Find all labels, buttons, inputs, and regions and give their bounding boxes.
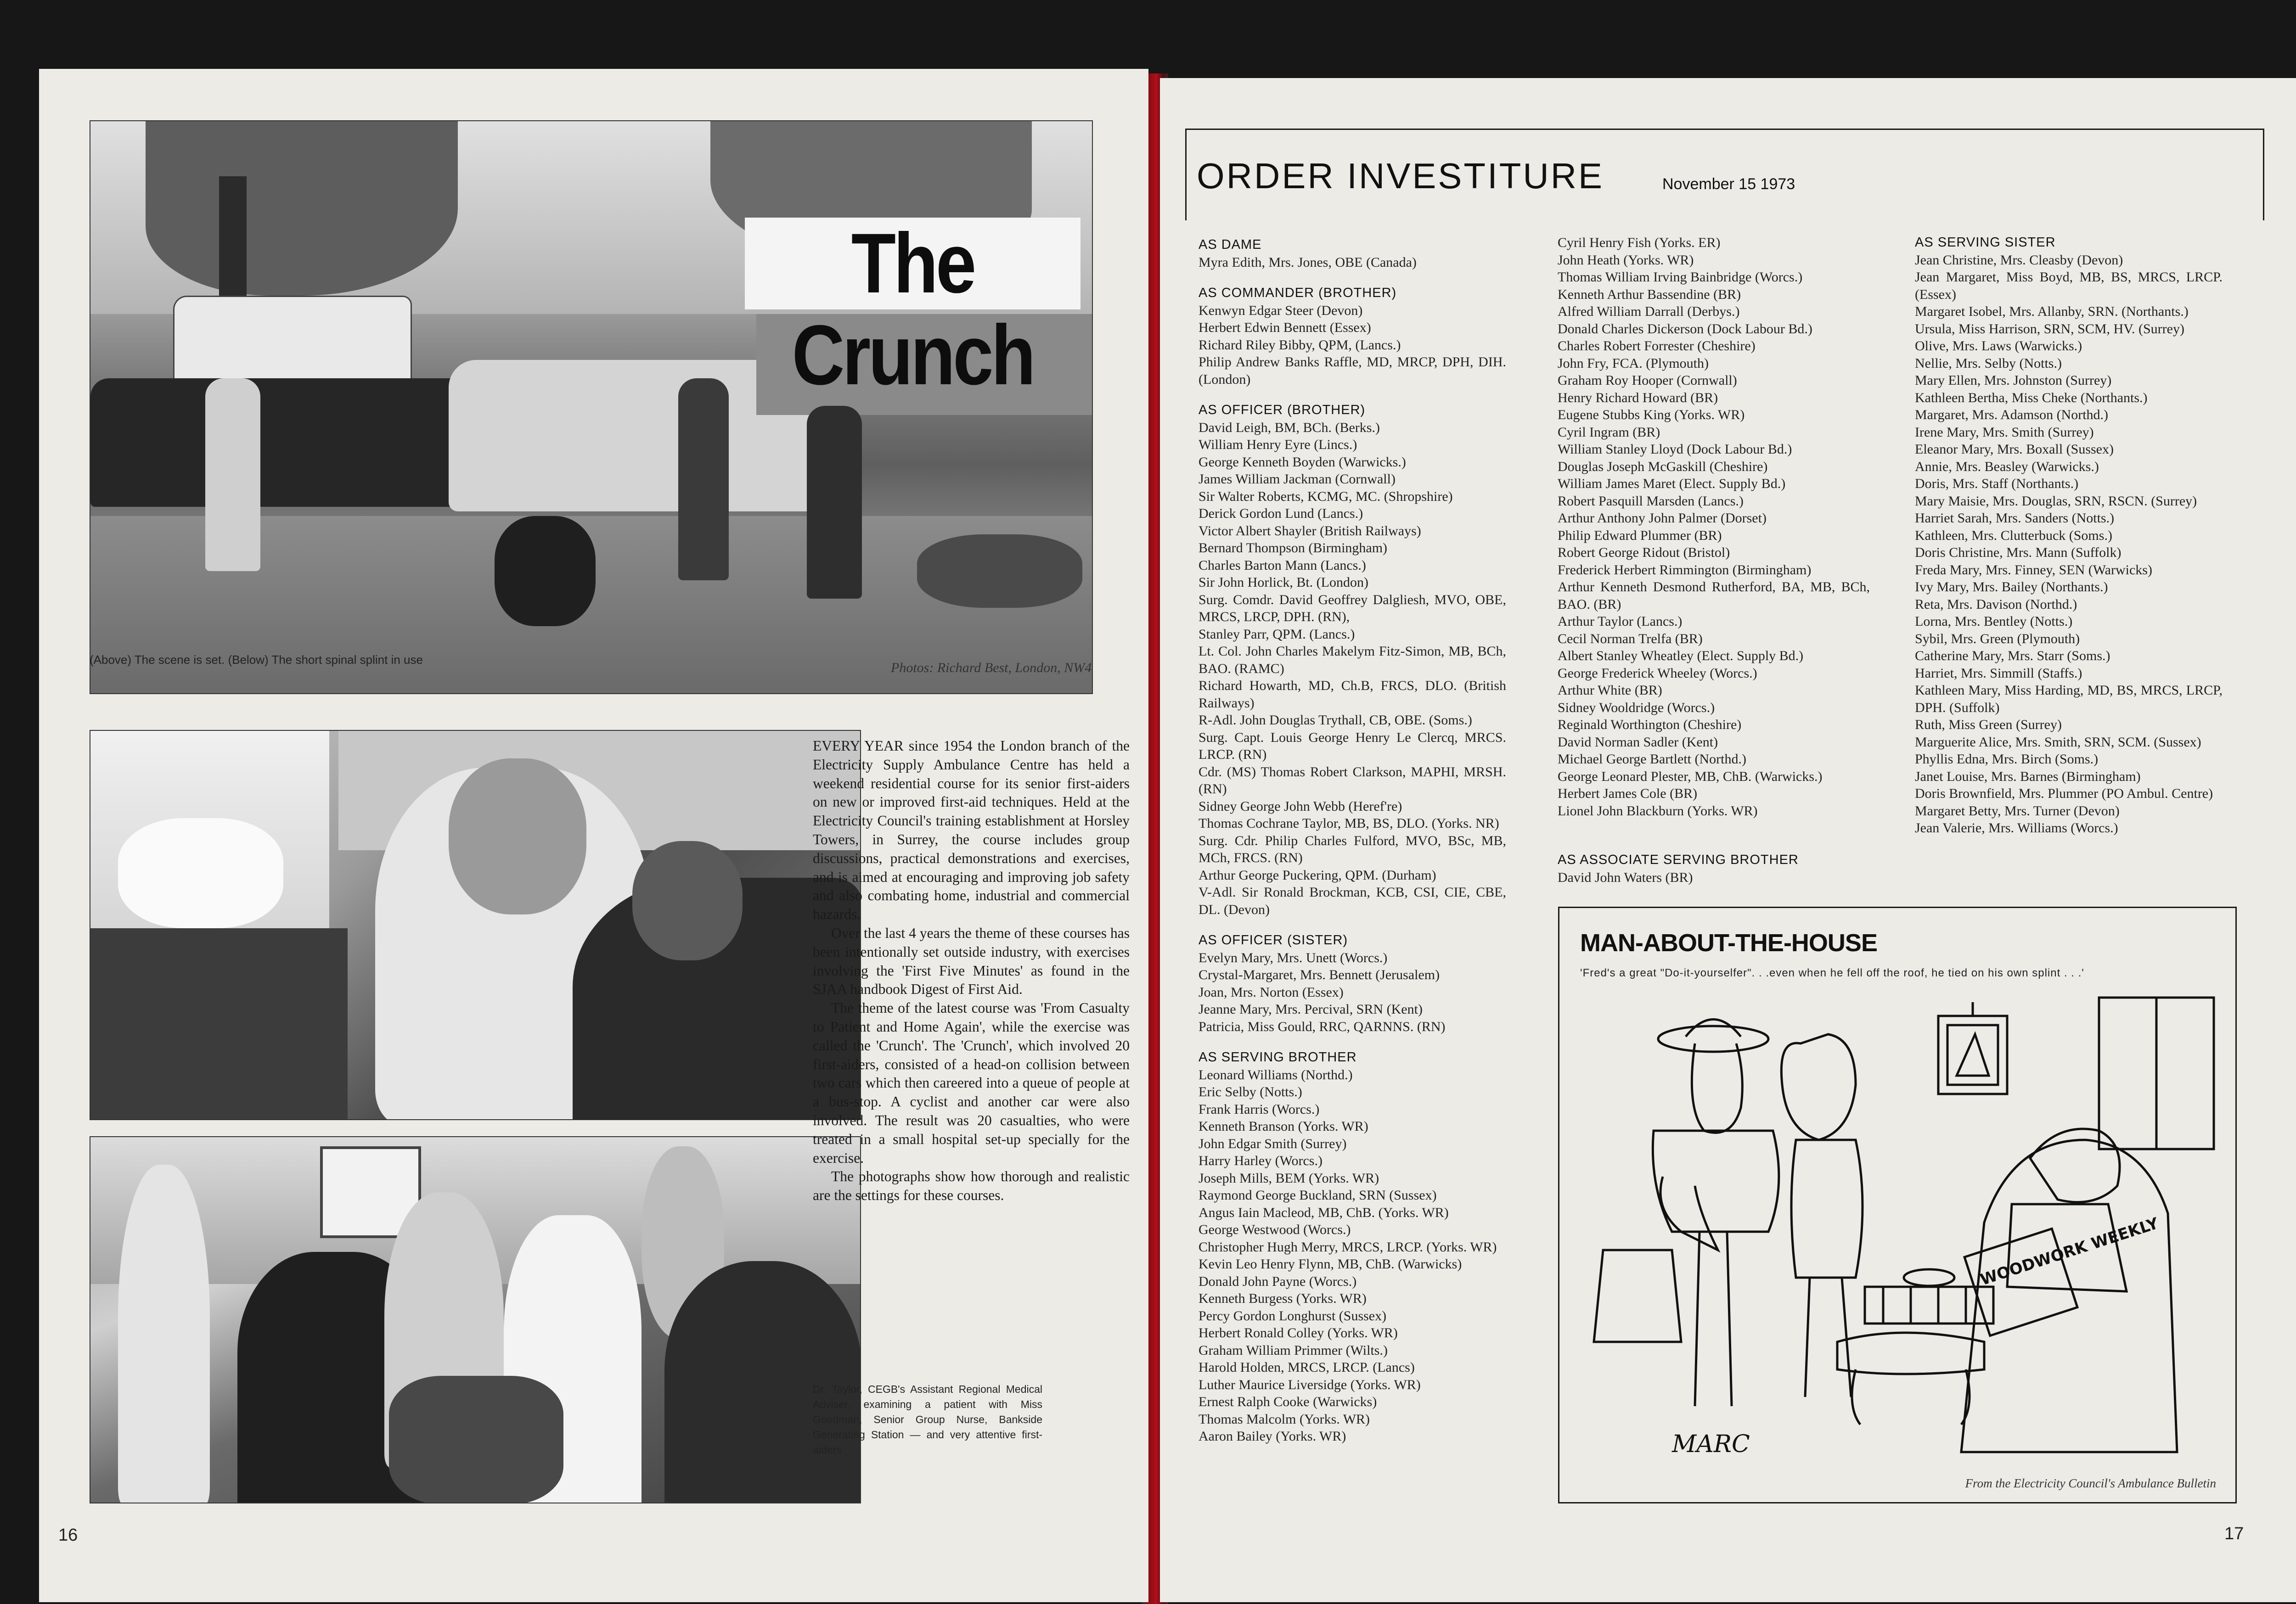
honours-entry: Philip Edward Plummer (BR) [1558,527,1722,543]
honours-entry: Donald Charles Dickerson (Dock Labour Bd.) [1558,321,1812,337]
honours-entry: Charles Barton Mann (Lancs.) [1199,557,1366,573]
honours-entry: Surg. Comdr. David Geoffrey Dalgliesh, MVO, OBE, MRCS, LRCP, DPH. (RN), [1199,592,1506,624]
honours-entry: Leonard Williams (Northd.) [1199,1067,1353,1082]
honours-entry: Crystal-Margaret, Mrs. Bennett (Jerusalem) [1199,967,1440,982]
honours-entry: Bernard Thompson (Birmingham) [1199,540,1388,555]
honours-entry: Reta, Mrs. Davison (Northd.) [1915,596,2077,612]
handbag [1660,1177,1718,1250]
honours-entry: Angus Iain Macleod, MB, ChB. (Yorks. WR) [1199,1205,1449,1220]
honours-entry: Donald John Payne (Worcs.) [1199,1273,1357,1289]
magazine-title: WOODWORK WEEKLY [1978,1214,2161,1290]
honours-entry: Kevin Leo Henry Flynn, MB, ChB. (Warwicks) [1199,1256,1462,1272]
honours-entry: Janet Louise, Mrs. Barnes (Birmingham) [1915,768,2141,784]
page-number-left: 16 [58,1525,78,1545]
honours-entry: Frank Harris (Worcs.) [1199,1101,1320,1117]
honours-entry: Mary Ellen, Mrs. Johnston (Surrey) [1915,373,2112,388]
honours-entry: Kenwyn Edgar Steer (Devon) [1199,303,1363,318]
honours-entry: Sidney Wooldridge (Worcs.) [1558,700,1715,715]
honours-entry: Eleanor Mary, Mrs. Boxall (Sussex) [1915,442,2114,457]
honours-section-heading: AS SERVING BROTHER [1199,1050,1357,1065]
cartoon-credit: From the Electricity Council's Ambulance Bulletin [1965,1476,2216,1490]
top-photo-caption: (Above) The scene is set. (Below) The short spinal splint in use [90,653,423,667]
honours-entry: Phyllis Edna, Mrs. Birch (Soms.) [1915,752,2099,767]
honours-column-2 [1558,234,1870,886]
order-investiture-title: ORDER INVESTITURE [1197,156,1604,196]
honours-entry: Percy Gordon Longhurst (Sussex) [1199,1308,1387,1324]
honours-entry: Margaret, Mrs. Adamson (Northd.) [1915,407,2109,422]
honours-entry: Arthur White (BR) [1558,683,1662,698]
honours-entry: Kathleen Mary, Miss Harding, MD, BS, MRCS, LRCP, DPH. (Suffolk) [1915,683,2223,715]
honours-entry: Irene Mary, Mrs. Smith (Surrey) [1915,424,2094,440]
honours-entry: Harold Holden, MRCS, LRCP. (Lancs) [1199,1360,1415,1375]
honours-entry: Eugene Stubbs King (Yorks. WR) [1558,407,1745,422]
honours-entry: Evelyn Mary, Mrs. Unett (Worcs.) [1199,950,1388,965]
honours-entry: John Fry, FCA. (Plymouth) [1558,355,1709,371]
page-number-right: 17 [2224,1524,2244,1543]
honours-entry: David John Waters (BR) [1558,869,1693,885]
honours-entry: Robert George Ridout (Bristol) [1558,545,1730,560]
cartoon-caption: 'Fred's a great "Do-it-yourselfer". . .even when he fell off the roof, he tied on his own splint . . .' [1580,967,2084,979]
footstool [1837,1333,1984,1374]
honours-entry: Sir John Horlick, Bt. (London) [1199,575,1368,590]
honours-entry: Lt. Col. John Charles Makelym Fitz-Simon, MB, BCh, BAO. (RAMC) [1199,644,1506,676]
honours-entry: Kenneth Burgess (Yorks. WR) [1199,1291,1367,1306]
honours-entry: Marguerite Alice, Mrs. Smith, SRN, SCM. (Sussex) [1915,734,2201,750]
honours-entry: Mary Maisie, Mrs. Douglas, SRN, RSCN. (Surrey) [1915,493,2197,509]
honours-entry: Cecil Norman Trelfa (BR) [1558,631,1703,646]
honours-entry: Graham Roy Hooper (Cornwall) [1558,373,1737,388]
honours-entry: John Heath (Yorks. WR) [1558,252,1694,268]
honours-entry: George Leonard Plester, MB, ChB. (Warwicks.) [1558,768,1823,784]
side-table [1594,1250,1681,1342]
honours-entry: Ernest Ralph Cooke (Warwicks) [1199,1394,1377,1409]
left-page [39,69,1148,1602]
honours-entry: Arthur Kenneth Desmond Rutherford, BA, MB, BCh, BAO. (BR) [1558,579,1870,612]
honours-entry: R-Adl. John Douglas Trythall, CB, OBE. (Soms.) [1199,712,1472,728]
body-paragraph: The theme of the latest course was 'From Casualty to Patient and Home Again', while the exercise was called the 'Crunch'. The 'Crunch', which involved 20 first-aiders, consisted of a head-on collision between two cars which then careered into a queue of people at a bus-stop. A cyclist and another car were also involved. The result was 20 casualties, who were treated in a small hospital set-up specially for the exercise. [813,1000,1130,1166]
article-body [813,737,1130,1205]
honours-entry: V-Adl. Sir Ronald Brockman, KCB, CSI, CIE, CBE, DL. (Devon) [1199,885,1506,917]
honours-entry: Charles Robert Forrester (Cheshire) [1558,338,1756,353]
honours-entry: Albert Stanley Wheatley (Elect. Supply Bd.) [1558,648,1804,663]
body-paragraph: The photographs show how thorough and realistic are the settings for these courses. [813,1168,1130,1204]
honours-entry: Cdr. (MS) Thomas Robert Clarkson, MAPHI, MRSH. (RN) [1199,764,1506,796]
honours-entry: Cyril Ingram (BR) [1558,424,1660,440]
honours-entry: Derick Gordon Lund (Lancs.) [1199,506,1363,521]
honours-entry: Freda Mary, Mrs. Finney, SEN (Warwicks) [1915,562,2152,578]
honours-entry: Jeanne Mary, Mrs. Percival, SRN (Kent) [1199,1002,1423,1017]
honours-entry: Richard Riley Bibby, QPM, (Lancs.) [1199,337,1401,353]
honours-entry: James William Jackman (Cornwall) [1199,471,1396,487]
honours-entry: Sir Walter Roberts, KCMG, MC. (Shropshire) [1199,488,1453,504]
honours-entry: Nellie, Mrs. Selby (Notts.) [1915,355,2062,371]
honours-section-heading: AS OFFICER (BROTHER) [1199,403,1366,417]
honours-entry: Kathleen, Mrs. Clutterbuck (Soms.) [1915,527,2112,543]
honours-entry: Kathleen Bertha, Miss Cheke (Northants.) [1915,390,2148,405]
honours-entry: Surg. Cdr. Philip Charles Fulford, MVO, BSc, MB, MCh, FRCS. (RN) [1199,833,1506,865]
honours-section-heading: AS COMMANDER (BROTHER) [1199,286,1397,300]
honours-entry: Douglas Joseph McGaskill (Cheshire) [1558,459,1768,474]
honours-entry: Lionel John Blackburn (Yorks. WR) [1558,803,1758,819]
honours-entry: Eric Selby (Notts.) [1199,1084,1302,1099]
honours-entry: Margaret Betty, Mrs. Turner (Devon) [1915,803,2120,819]
cartoon-illustration [1580,993,2218,1464]
honours-entry: Reginald Worthington (Cheshire) [1558,717,1742,732]
honours-entry: Herbert Ronald Colley (Yorks. WR) [1199,1325,1398,1340]
honours-entry: Arthur Anthony John Palmer (Dorset) [1558,510,1767,526]
honours-entry: Luther Maurice Liversidge (Yorks. WR) [1199,1377,1421,1392]
woman-face [1692,1043,1742,1133]
honours-entry: Robert Pasquill Marsden (Lancs.) [1558,493,1744,509]
honours-entry: Herbert James Cole (BR) [1558,786,1698,801]
cartoon-box [1558,907,2237,1503]
honours-entry: Cyril Henry Fish (Yorks. ER) [1558,235,1721,250]
body-paragraph: Over the last 4 years the theme of these courses has been intentionally set outside industry, with exercises involving the 'First Five Minutes' as found in the SJAA handbook Digest of First Aid. [813,925,1130,998]
honours-entry: Doris Brownfield, Mrs. Plummer (PO Ambul. Centre) [1915,786,2213,801]
honours-entry: Henry Richard Howard (BR) [1558,390,1718,405]
honours-entry: Arthur George Puckering, QPM. (Durham) [1199,867,1436,883]
honours-entry: Margaret Isobel, Mrs. Allanby, SRN. (Northants.) [1915,304,2189,319]
honours-section-heading: AS SERVING SISTER [1915,235,2056,250]
honours-entry: Joan, Mrs. Norton (Essex) [1199,984,1344,1000]
honours-column-3 [1915,234,2223,837]
honours-entry: Stanley Parr, QPM. (Lancs.) [1199,626,1355,642]
honours-entry: Doris Christine, Mrs. Mann (Suffolk) [1915,545,2122,560]
honours-section-heading: AS DAME [1199,237,1262,252]
honours-entry: Kenneth Arthur Bassendine (BR) [1558,286,1741,302]
honours-entry: William James Maret (Elect. Supply Bd.) [1558,476,1786,491]
honours-section-heading: AS OFFICER (SISTER) [1199,933,1348,948]
hat-brim [1658,1026,1768,1052]
honours-entry: David Leigh, BM, BCh. (Berks.) [1199,420,1380,435]
woman-dress [1791,1140,1863,1278]
honours-entry: George Frederick Wheeley (Worcs.) [1558,665,1757,681]
honours-entry: Myra Edith, Mrs. Jones, OBE (Canada) [1199,254,1417,270]
bottom-photo-caption: Dr. Taylor, CEGB's Assistant Regional Medical Adviser, examining a patient with Miss Goodman, Senior Group Nurse, Bankside Generating Station — and very attentive first-aiders [813,1383,1042,1456]
honours-entry: Patricia, Miss Gould, RRC, QARNNS. (RN) [1199,1019,1446,1034]
honours-column-1 [1199,236,1506,1445]
teacup [1904,1269,1954,1286]
cartoonist-signature: MARC [1672,1430,1750,1458]
honours-entry: Surg. Capt. Louis George Henry Le Clercq, MRCS. LRCP. (RN) [1199,729,1506,762]
honours-entry: Victor Albert Shayler (British Railways) [1199,523,1421,538]
honours-entry: William Stanley Lloyd (Dock Labour Bd.) [1558,442,1792,457]
photo-credit: Photos: Richard Best, London, NW4 [891,660,1092,675]
honours-entry: David Norman Sadler (Kent) [1558,734,1718,750]
honours-entry: John Edgar Smith (Surrey) [1199,1136,1347,1151]
honours-entry: Sybil, Mrs. Green (Plymouth) [1915,631,2080,646]
honours-entry: Thomas Cochrane Taylor, MB, BS, DLO. (Yorks. NR) [1199,816,1499,831]
honours-entry: Jean Margaret, Miss Boyd, MB, BS, MRCS, LRCP. (Essex) [1915,269,2223,302]
honours-entry: Herbert Edwin Bennett (Essex) [1199,320,1371,335]
honours-section-heading: AS ASSOCIATE SERVING BROTHER [1558,852,1799,867]
woman-coat [1653,1131,1779,1232]
honours-entry: Arthur Taylor (Lancs.) [1558,614,1683,629]
honours-entry: Sidney George John Webb (Heref're) [1199,798,1402,814]
spinal-splint-photo [90,730,861,1120]
doctor-examining-patient-photo [90,1136,861,1503]
honours-entry: Annie, Mrs. Beasley (Warwicks.) [1915,459,2099,474]
honours-entry: Aaron Bailey (Yorks. WR) [1199,1429,1346,1444]
honours-entry: Thomas William Irving Bainbridge (Worcs.) [1558,269,1803,285]
honours-entry: Harriet, Mrs. Simmill (Staffs.) [1915,665,2082,681]
honours-entry: George Kenneth Boyden (Warwicks.) [1199,454,1406,470]
honours-entry: Doris, Mrs. Staff (Northants.) [1915,476,2079,491]
article-title: The Crunch [745,218,1080,309]
honours-entry: Alfred William Darrall (Derbys.) [1558,304,1740,319]
honours-entry: Joseph Mills, BEM (Yorks. WR) [1199,1170,1379,1186]
honours-entry: Philip Andrew Banks Raffle, MD, MRCP, DPH, DIH. (London) [1199,354,1506,387]
honours-entry: Jean Christine, Mrs. Cleasby (Devon) [1915,252,2123,268]
honours-entry: Harriet Sarah, Mrs. Sanders (Notts.) [1915,510,2115,526]
honours-entry: Thomas Malcolm (Yorks. WR) [1199,1411,1370,1427]
honours-entry: Michael George Bartlett (Northd.) [1558,752,1746,767]
investiture-date: November 15 1973 [1662,175,1795,193]
honours-entry: Harry Harley (Worcs.) [1199,1153,1322,1168]
cartoon-title: MAN-ABOUT-THE-HOUSE [1580,929,1877,957]
honours-entry: Kenneth Branson (Yorks. WR) [1199,1119,1368,1134]
honours-entry: Catherine Mary, Mrs. Starr (Soms.) [1915,648,2110,663]
honours-entry: William Henry Eyre (Lincs.) [1199,437,1357,452]
honours-entry: Christopher Hugh Merry, MRCS, LRCP. (Yorks. WR) [1199,1239,1497,1255]
body-paragraph: EVERY YEAR since 1954 the London branch of the Electricity Supply Ambulance Centre has held a weekend residential course for its senior first-aiders on new or improved first-aid techniques. Held at the Electricity Council's training establishment at Horsley Towers, in Surrey, the course includes group discussions, practical demonstrations and exercises, and is aimed at encouraging and improving job safety and also combating home, industrial and commercial hazards. [813,738,1130,923]
woman-hair [1781,1034,1856,1140]
honours-entry: Ursula, Miss Harrison, SRN, SCM, HV. (Surrey) [1915,321,2184,337]
honours-entry: Jean Valerie, Mrs. Williams (Worcs.) [1915,820,2118,836]
honours-entry: Frederick Herbert Rimmington (Birmingham) [1558,562,1812,578]
honours-entry: Graham William Primmer (Wilts.) [1199,1342,1388,1358]
honours-entry: Raymond George Buckland, SRN (Sussex) [1199,1188,1437,1203]
accident-scene-photo [90,120,1093,694]
honours-entry: Richard Howarth, MD, Ch.B, FRCS, DLO. (British Railways) [1199,678,1506,711]
honours-entry: Lorna, Mrs. Bentley (Notts.) [1915,614,2073,629]
honours-entry: Ivy Mary, Mrs. Bailey (Northants.) [1915,579,2108,594]
honours-entry: George Westwood (Worcs.) [1199,1222,1351,1237]
honours-entry: Olive, Mrs. Laws (Warwicks.) [1915,338,2082,353]
honours-entry: Ruth, Miss Green (Surrey) [1915,717,2062,732]
